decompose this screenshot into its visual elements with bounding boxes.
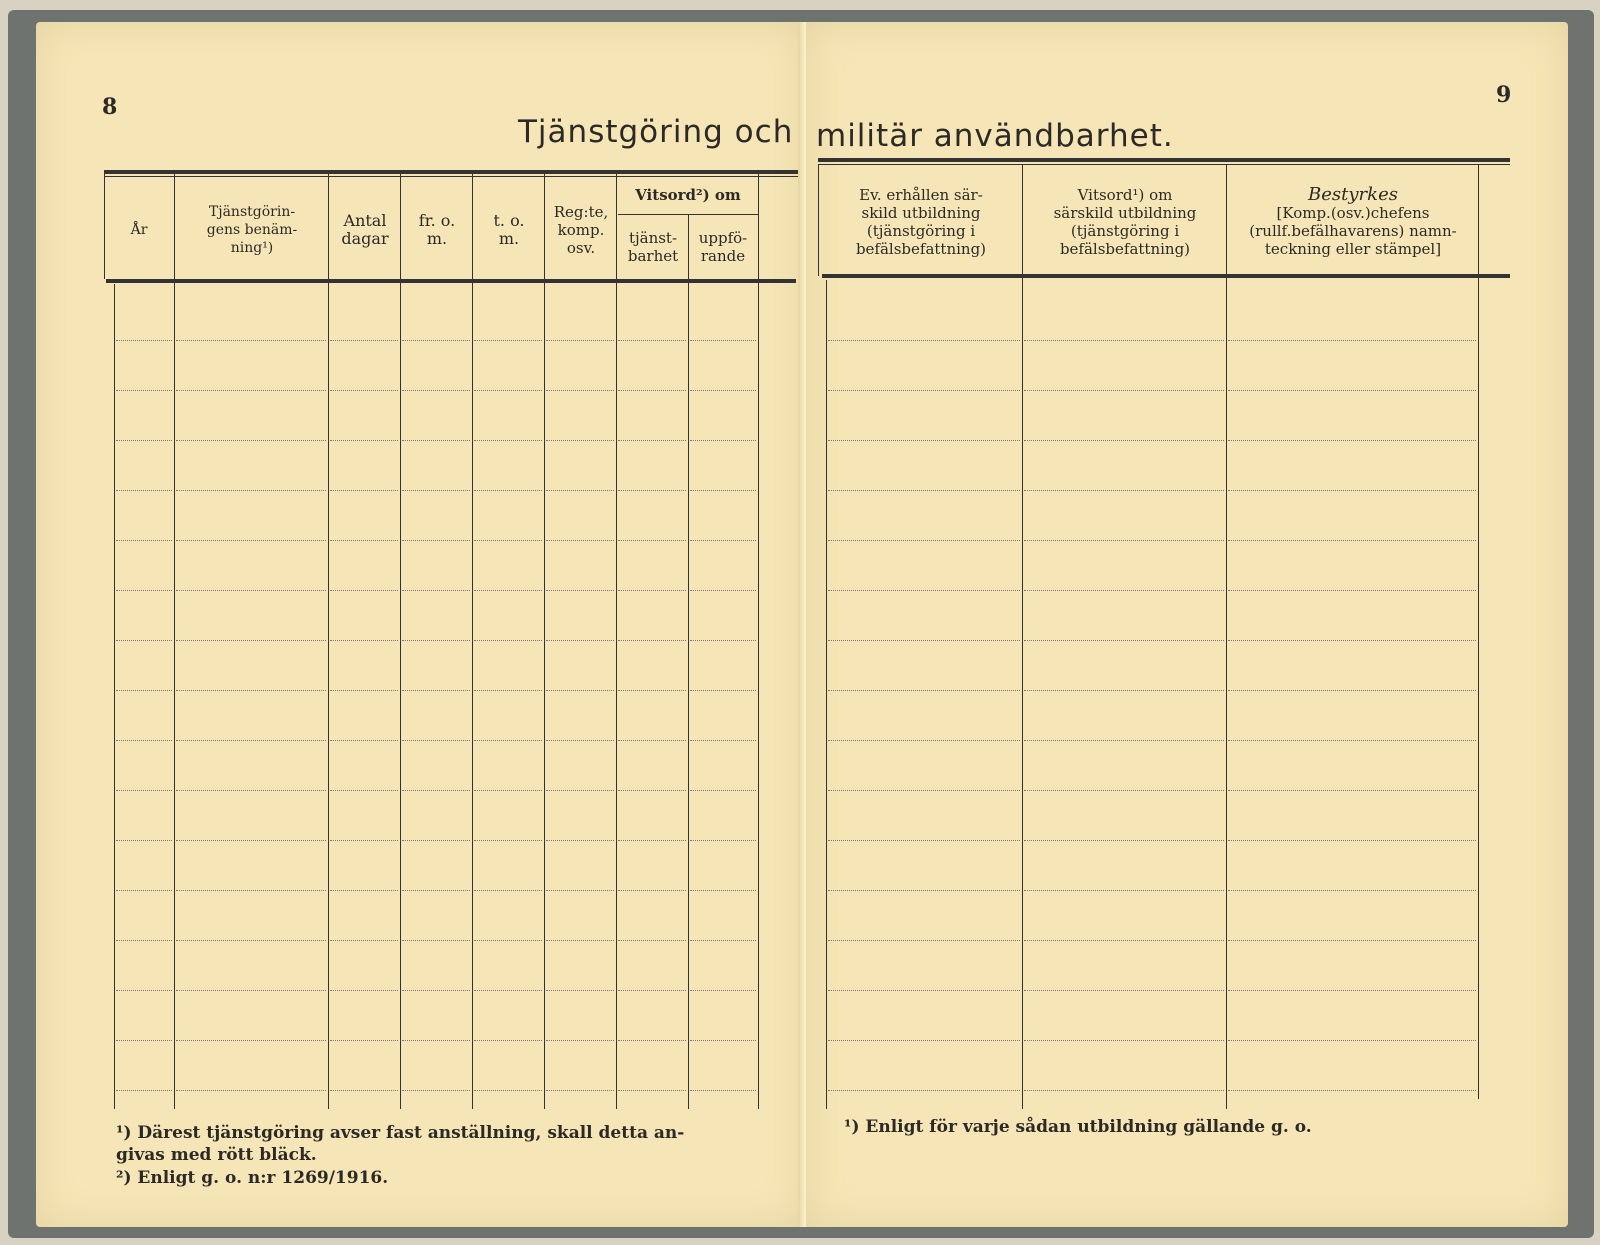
row-ruling bbox=[1228, 790, 1476, 791]
header-to: t. o. m. bbox=[493, 210, 525, 248]
row-ruling bbox=[330, 790, 398, 791]
header-from: fr. o. m. bbox=[418, 210, 456, 248]
row-ruling bbox=[1228, 590, 1476, 591]
row-ruling bbox=[330, 1090, 398, 1091]
row-ruling bbox=[618, 1040, 686, 1041]
row-ruling bbox=[618, 1090, 686, 1091]
row-ruling bbox=[474, 990, 542, 991]
row-ruling bbox=[828, 440, 1020, 441]
row-ruling bbox=[618, 590, 686, 591]
row-ruling bbox=[176, 640, 326, 641]
footnote-1: ¹) Därest tjänstgöring avser fast anställning, skall detta an- givas med rött bläck. bbox=[116, 1123, 685, 1165]
page-title: militär användbarhet. bbox=[816, 118, 1174, 154]
row-ruling bbox=[1024, 1040, 1224, 1041]
header-certification: Bestyrkes [Komp.(osv.)chefens (rullf.befälhavarens) namn- teckning eller stämpel] bbox=[1249, 184, 1457, 258]
row-ruling bbox=[176, 990, 326, 991]
row-ruling bbox=[330, 690, 398, 691]
row-ruling bbox=[690, 1090, 756, 1091]
row-ruling bbox=[828, 840, 1020, 841]
row-ruling bbox=[618, 440, 686, 441]
row-ruling bbox=[546, 740, 614, 741]
row-ruling bbox=[546, 540, 614, 541]
row-ruling bbox=[1024, 590, 1224, 591]
row-ruling bbox=[402, 1090, 470, 1091]
header-top-rule bbox=[104, 170, 798, 174]
row-ruling bbox=[1024, 440, 1224, 441]
footnote-2: ²) Enligt g. o. n:r 1269/1916. bbox=[116, 1168, 389, 1188]
column-line bbox=[104, 174, 105, 279]
column-line bbox=[114, 284, 115, 1109]
row-ruling bbox=[116, 440, 172, 441]
row-ruling bbox=[402, 640, 470, 641]
left-page bbox=[36, 22, 804, 1227]
column-line bbox=[1226, 164, 1227, 1109]
column-line bbox=[328, 174, 329, 1109]
row-ruling bbox=[690, 940, 756, 941]
row-ruling bbox=[1024, 840, 1224, 841]
row-ruling bbox=[546, 640, 614, 641]
row-ruling bbox=[116, 940, 172, 941]
row-ruling bbox=[690, 740, 756, 741]
row-ruling bbox=[690, 590, 756, 591]
row-ruling bbox=[1024, 940, 1224, 941]
header-bottom-rule bbox=[106, 279, 796, 283]
row-ruling bbox=[828, 540, 1020, 541]
row-ruling bbox=[402, 540, 470, 541]
footnote-1: ¹) Enligt för varje sådan utbildning gällande g. o. bbox=[844, 1117, 1312, 1137]
row-ruling bbox=[546, 690, 614, 691]
row-ruling bbox=[1024, 540, 1224, 541]
row-ruling bbox=[330, 540, 398, 541]
row-ruling bbox=[330, 440, 398, 441]
row-ruling bbox=[474, 340, 542, 341]
row-ruling bbox=[116, 490, 172, 491]
row-ruling bbox=[176, 790, 326, 791]
row-ruling bbox=[1228, 940, 1476, 941]
row-ruling bbox=[690, 690, 756, 691]
row-ruling bbox=[618, 740, 686, 741]
row-ruling bbox=[116, 990, 172, 991]
row-ruling bbox=[330, 1040, 398, 1041]
header-training-testimonial: Vitsord¹) om särskild utbildning (tjänstgöring i befälsbefattning) bbox=[1053, 186, 1197, 258]
row-ruling bbox=[402, 940, 470, 941]
page-number: 8 bbox=[102, 94, 118, 120]
row-ruling bbox=[1024, 690, 1224, 691]
row-ruling bbox=[828, 490, 1020, 491]
row-ruling bbox=[1024, 390, 1224, 391]
row-ruling bbox=[116, 340, 172, 341]
row-ruling bbox=[116, 640, 172, 641]
header-top-rule-thin bbox=[818, 164, 1510, 165]
header-special-training: Ev. erhållen sär- skild utbildning (tjänstgöring i befälsbefattning) bbox=[855, 186, 987, 258]
row-ruling bbox=[474, 490, 542, 491]
header-bottom-rule bbox=[822, 274, 1510, 278]
row-ruling bbox=[546, 1090, 614, 1091]
row-ruling bbox=[176, 940, 326, 941]
row-ruling bbox=[690, 540, 756, 541]
column-line bbox=[544, 174, 545, 1109]
row-ruling bbox=[1228, 640, 1476, 641]
header-top-rule bbox=[818, 158, 1510, 162]
row-ruling bbox=[176, 440, 326, 441]
row-ruling bbox=[116, 1090, 172, 1091]
row-ruling bbox=[474, 390, 542, 391]
row-ruling bbox=[116, 840, 172, 841]
row-ruling bbox=[690, 490, 756, 491]
row-ruling bbox=[1228, 990, 1476, 991]
row-ruling bbox=[546, 340, 614, 341]
row-ruling bbox=[1024, 990, 1224, 991]
row-ruling bbox=[176, 840, 326, 841]
row-ruling bbox=[402, 890, 470, 891]
row-ruling bbox=[1024, 740, 1224, 741]
row-ruling bbox=[828, 890, 1020, 891]
row-ruling bbox=[474, 690, 542, 691]
row-ruling bbox=[1228, 1040, 1476, 1041]
row-ruling bbox=[1228, 540, 1476, 541]
header-days: Antal dagar bbox=[341, 210, 389, 248]
row-ruling bbox=[474, 540, 542, 541]
row-ruling bbox=[116, 540, 172, 541]
row-ruling bbox=[828, 1040, 1020, 1041]
row-ruling bbox=[828, 590, 1020, 591]
row-ruling bbox=[546, 840, 614, 841]
row-ruling bbox=[618, 340, 686, 341]
row-ruling bbox=[474, 740, 542, 741]
row-ruling bbox=[330, 640, 398, 641]
row-ruling bbox=[116, 890, 172, 891]
row-ruling bbox=[828, 340, 1020, 341]
row-ruling bbox=[690, 790, 756, 791]
row-ruling bbox=[176, 390, 326, 391]
row-ruling bbox=[690, 1040, 756, 1041]
row-ruling bbox=[176, 740, 326, 741]
row-ruling bbox=[1024, 790, 1224, 791]
row-ruling bbox=[176, 890, 326, 891]
row-ruling bbox=[618, 390, 686, 391]
row-ruling bbox=[330, 590, 398, 591]
row-ruling bbox=[546, 990, 614, 991]
header-top-rule-thin bbox=[104, 176, 798, 177]
row-ruling bbox=[828, 790, 1020, 791]
row-ruling bbox=[176, 540, 326, 541]
column-line bbox=[472, 174, 473, 1109]
row-ruling bbox=[474, 840, 542, 841]
row-ruling bbox=[176, 690, 326, 691]
row-ruling bbox=[1228, 1090, 1476, 1091]
row-ruling bbox=[474, 1090, 542, 1091]
row-ruling bbox=[1228, 340, 1476, 341]
row-ruling bbox=[116, 390, 172, 391]
row-ruling bbox=[618, 640, 686, 641]
column-line bbox=[826, 280, 827, 1109]
row-ruling bbox=[116, 790, 172, 791]
row-ruling bbox=[618, 940, 686, 941]
header-service-name: Tjänstgörin- gens benäm- ning¹) bbox=[206, 203, 298, 256]
header-year: År bbox=[130, 221, 148, 238]
row-ruling bbox=[330, 390, 398, 391]
row-ruling bbox=[690, 640, 756, 641]
row-ruling bbox=[1024, 890, 1224, 891]
row-ruling bbox=[828, 990, 1020, 991]
row-ruling bbox=[402, 440, 470, 441]
row-ruling bbox=[1024, 1090, 1224, 1091]
row-ruling bbox=[330, 990, 398, 991]
page-number: 9 bbox=[1496, 82, 1512, 108]
row-ruling bbox=[176, 590, 326, 591]
row-ruling bbox=[474, 790, 542, 791]
row-ruling bbox=[546, 940, 614, 941]
row-ruling bbox=[474, 1040, 542, 1041]
row-ruling bbox=[828, 690, 1020, 691]
column-line bbox=[818, 164, 819, 276]
row-ruling bbox=[690, 990, 756, 991]
row-ruling bbox=[474, 940, 542, 941]
row-ruling bbox=[690, 390, 756, 391]
row-ruling bbox=[474, 590, 542, 591]
row-ruling bbox=[116, 690, 172, 691]
header-service-ability: tjänst- barhet bbox=[627, 229, 679, 265]
row-ruling bbox=[176, 340, 326, 341]
row-ruling bbox=[546, 590, 614, 591]
row-ruling bbox=[330, 490, 398, 491]
column-line bbox=[1478, 164, 1479, 1099]
certification-title: Bestyrkes bbox=[1308, 184, 1398, 205]
row-ruling bbox=[402, 740, 470, 741]
header-conduct: uppfö- rande bbox=[698, 229, 748, 265]
row-ruling bbox=[618, 540, 686, 541]
row-ruling bbox=[330, 940, 398, 941]
row-ruling bbox=[828, 1090, 1020, 1091]
row-ruling bbox=[330, 740, 398, 741]
row-ruling bbox=[828, 640, 1020, 641]
row-ruling bbox=[402, 790, 470, 791]
row-ruling bbox=[618, 490, 686, 491]
row-ruling bbox=[1228, 740, 1476, 741]
row-ruling bbox=[828, 390, 1020, 391]
row-ruling bbox=[546, 790, 614, 791]
row-ruling bbox=[330, 840, 398, 841]
row-ruling bbox=[1024, 340, 1224, 341]
row-ruling bbox=[116, 1040, 172, 1041]
row-ruling bbox=[1228, 490, 1476, 491]
row-ruling bbox=[176, 1090, 326, 1091]
row-ruling bbox=[402, 840, 470, 841]
row-ruling bbox=[402, 1040, 470, 1041]
page-title: Tjänstgöring och bbox=[518, 114, 794, 150]
row-ruling bbox=[116, 740, 172, 741]
row-ruling bbox=[1228, 840, 1476, 841]
right-page bbox=[806, 22, 1568, 1227]
column-line bbox=[758, 174, 759, 1109]
row-ruling bbox=[1228, 690, 1476, 691]
row-ruling bbox=[402, 590, 470, 591]
header-regiment: Reg:te, komp. osv. bbox=[553, 202, 609, 257]
row-ruling bbox=[176, 1040, 326, 1041]
header-testimonial: Vitsord²) om bbox=[635, 186, 741, 204]
column-line bbox=[174, 174, 175, 1109]
row-ruling bbox=[546, 390, 614, 391]
row-ruling bbox=[546, 1040, 614, 1041]
column-line bbox=[616, 174, 617, 1109]
row-ruling bbox=[402, 340, 470, 341]
row-ruling bbox=[618, 990, 686, 991]
column-line bbox=[688, 214, 689, 1109]
column-line bbox=[1022, 164, 1023, 1109]
row-ruling bbox=[828, 940, 1020, 941]
row-ruling bbox=[402, 990, 470, 991]
row-ruling bbox=[690, 340, 756, 341]
row-ruling bbox=[828, 740, 1020, 741]
row-ruling bbox=[474, 890, 542, 891]
row-ruling bbox=[402, 690, 470, 691]
row-ruling bbox=[1228, 440, 1476, 441]
row-ruling bbox=[176, 490, 326, 491]
row-ruling bbox=[330, 340, 398, 341]
row-ruling bbox=[546, 490, 614, 491]
row-ruling bbox=[618, 890, 686, 891]
row-ruling bbox=[618, 690, 686, 691]
row-ruling bbox=[618, 840, 686, 841]
row-ruling bbox=[1024, 490, 1224, 491]
row-ruling bbox=[546, 440, 614, 441]
row-ruling bbox=[474, 640, 542, 641]
row-ruling bbox=[1228, 890, 1476, 891]
row-ruling bbox=[690, 440, 756, 441]
column-line bbox=[400, 174, 401, 1109]
row-ruling bbox=[1024, 640, 1224, 641]
row-ruling bbox=[402, 490, 470, 491]
row-ruling bbox=[1228, 390, 1476, 391]
row-ruling bbox=[474, 440, 542, 441]
row-ruling bbox=[690, 840, 756, 841]
row-ruling bbox=[618, 790, 686, 791]
row-ruling bbox=[402, 390, 470, 391]
row-ruling bbox=[330, 890, 398, 891]
row-ruling bbox=[690, 890, 756, 891]
row-ruling bbox=[116, 590, 172, 591]
row-ruling bbox=[546, 890, 614, 891]
